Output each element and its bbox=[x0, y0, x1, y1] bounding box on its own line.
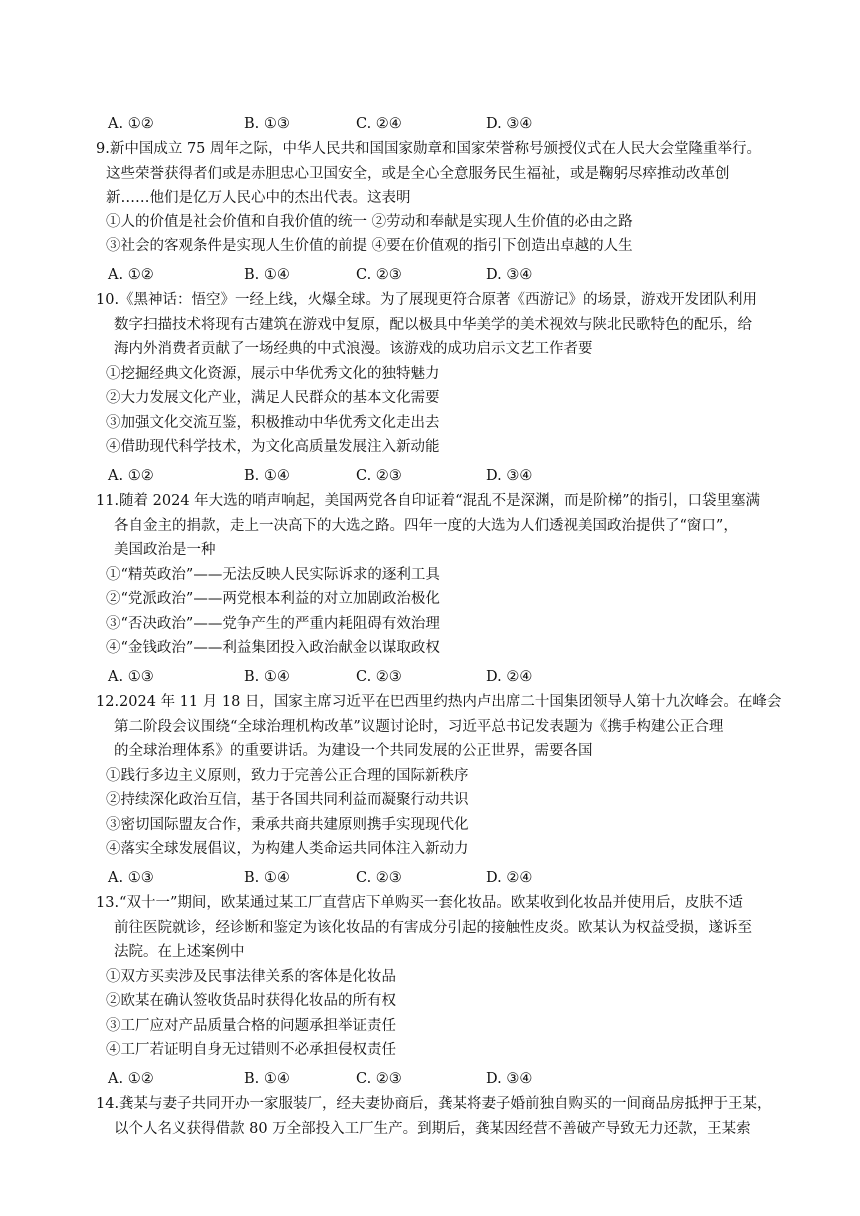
q12-option-a: A. ①③ bbox=[108, 870, 154, 886]
q11-option-d: D. ②④ bbox=[486, 669, 533, 685]
q11-option-c: C. ②③ bbox=[356, 669, 402, 685]
q13-stem-line-3: 法院。在上述案例中 bbox=[114, 944, 245, 960]
q12-statement-line-3: ③密切国际盟友合作，秉承共商共建原则携手实现现代化 bbox=[106, 817, 469, 833]
q8-option-b: B. ①③ bbox=[244, 116, 290, 132]
q10-stem-line-2: 数字扫描技术将现有古建筑在游戏中复原，配以极具中华美学的美术视效与陕北民歌特色的配乐，给 bbox=[114, 317, 752, 333]
q9-statement-line-1: ①人的价值是社会价值和自我价值的统一 ②劳动和奉献是实现人生价值的必由之路 bbox=[106, 214, 633, 230]
q13-statement-line-2: ②欧某在确认签收货品时获得化妆品的所有权 bbox=[106, 993, 396, 1009]
q9-statement-line-2: ③社会的客观条件是实现人生价值的前提 ④要在价值观的指引下创造出卓越的人生 bbox=[106, 238, 633, 254]
q13-option-b: B. ①④ bbox=[244, 1071, 290, 1087]
q13-statement-line-3: ③工厂应对产品质量合格的问题承担举证责任 bbox=[106, 1018, 396, 1034]
q12-option-c: C. ②③ bbox=[356, 870, 402, 886]
q11-statement-line-2: ②“党派政治”——两党根本利益的对立加剧政治极化 bbox=[106, 591, 440, 607]
q11-stem-line-3: 美国政治是一种 bbox=[114, 542, 216, 558]
q8-option-d: D. ③④ bbox=[486, 116, 533, 132]
q10-statement-line-3: ③加强文化交流互鉴，积极推动中华优秀文化走出去 bbox=[106, 415, 440, 431]
q11-statement-line-1: ①“精英政治”——无法反映人民实际诉求的逐利工具 bbox=[106, 567, 440, 583]
q11-stem-line-1: 11.随着 2024 年大选的哨声响起，美国两党各自印证着“混乱不是深渊，而是阶梯”的指引，口袋里塞满 bbox=[96, 493, 761, 509]
q13-option-c: C. ②③ bbox=[356, 1071, 402, 1087]
q9-stem-line-3: 新……他们是亿万人民心中的杰出代表。这表明 bbox=[106, 190, 411, 206]
q13-stem-line-2: 前往医院就诊，经诊断和鉴定为该化妆品的有害成分引起的接触性皮炎。欧某认为权益受损，遂诉至 bbox=[114, 920, 752, 936]
q14-stem-line-1: 14.龚某与妻子共同开办一家服装厂，经夫妻协商后，龚某将妻子婚前独自购买的一间商品房抵押于王某， bbox=[96, 1096, 772, 1112]
q9-option-b: B. ①④ bbox=[244, 267, 290, 283]
q8-option-a: A. ①② bbox=[108, 116, 154, 132]
q10-stem-line-1: 10.《黑神话：悟空》一经上线，火爆全球。为了展现更符合原著《西游记》的场景，游戏开发团队利用 bbox=[96, 292, 758, 308]
q11-stem-line-2: 各自金主的捐款，走上一决高下的大选之路。四年一度的大选为人们透视美国政治提供了“窗口”， bbox=[114, 518, 738, 534]
q13-stem-line-1: 13.“双十一”期间，欧某通过某工厂直营店下单购买一套化妆品。欧某收到化妆品并使用后，皮肤不适 bbox=[96, 895, 743, 911]
q8-option-c: C. ②④ bbox=[356, 116, 402, 132]
q12-stem-line-1: 12.2024 年 11 月 18 日，国家主席习近平在巴西里约热内卢出席二十国集团领导人第十九次峰会。在峰会 bbox=[96, 694, 782, 710]
q10-option-a: A. ①② bbox=[108, 468, 154, 484]
q12-stem-line-3: 的全球治理体系》的重要讲话。为建设一个共同发展的公正世界，需要各国 bbox=[114, 743, 593, 759]
q10-option-c: C. ②③ bbox=[356, 468, 402, 484]
q11-statement-line-3: ③“否决政治”——党争产生的严重内耗阻碍有效治理 bbox=[106, 616, 440, 632]
q12-stem-line-2: 第二阶段会议围绕“全球治理机构改革”议题讨论时，习近平总书记发表题为《携手构建公正合理 bbox=[114, 719, 724, 735]
q13-option-a: A. ①② bbox=[108, 1071, 154, 1087]
q12-option-d: D. ②④ bbox=[486, 870, 533, 886]
q12-statement-line-2: ②持续深化政治互信，基于各国共同利益而凝聚行动共识 bbox=[106, 792, 469, 808]
q10-stem-line-3: 海内外消费者贡献了一场经典的中式浪漫。该游戏的成功启示文艺工作者要 bbox=[114, 341, 593, 357]
q10-statement-line-2: ②大力发展文化产业，满足人民群众的基本文化需要 bbox=[106, 390, 440, 406]
q11-option-b: B. ①④ bbox=[244, 669, 290, 685]
q13-statement-line-4: ④工厂若证明自身无过错则不必承担侵权责任 bbox=[106, 1042, 396, 1058]
q11-option-a: A. ①③ bbox=[108, 669, 154, 685]
q14-stem-line-2: 以个人名义获得借款 80 万全部投入工厂生产。到期后，龚某因经营不善破产导致无力还款，王某索 bbox=[114, 1121, 751, 1137]
q13-statement-line-1: ①双方买卖涉及民事法律关系的客体是化妆品 bbox=[106, 969, 396, 985]
q10-option-b: B. ①④ bbox=[244, 468, 290, 484]
q9-stem-line-2: 这些荣誉获得者们或是赤胆忠心卫国安全，或是全心全意服务民生福祉，或是鞠躬尽瘁推动改革创 bbox=[106, 166, 730, 182]
q9-option-c: C. ②③ bbox=[356, 267, 402, 283]
q10-statement-line-1: ①挖掘经典文化资源，展示中华优秀文化的独特魅力 bbox=[106, 366, 440, 382]
q12-statement-line-1: ①践行多边主义原则，致力于完善公正合理的国际新秩序 bbox=[106, 768, 469, 784]
q12-statement-line-4: ④落实全球发展倡议，为构建人类命运共同体注入新动力 bbox=[106, 841, 469, 857]
q9-stem-line-1: 9.新中国成立 75 周年之际，中华人民共和国国家勋章和国家荣誉称号颁授仪式在人民大会堂隆重举行。 bbox=[96, 141, 761, 157]
q11-statement-line-4: ④“金钱政治”——利益集团投入政治献金以谋取政权 bbox=[106, 640, 440, 656]
q9-option-a: A. ①② bbox=[108, 267, 154, 283]
q10-option-d: D. ③④ bbox=[486, 468, 533, 484]
q13-option-d: D. ③④ bbox=[486, 1071, 533, 1087]
q9-option-d: D. ③④ bbox=[486, 267, 533, 283]
q10-statement-line-4: ④借助现代科学技术，为文化高质量发展注入新动能 bbox=[106, 439, 440, 455]
q12-option-b: B. ①④ bbox=[244, 870, 290, 886]
